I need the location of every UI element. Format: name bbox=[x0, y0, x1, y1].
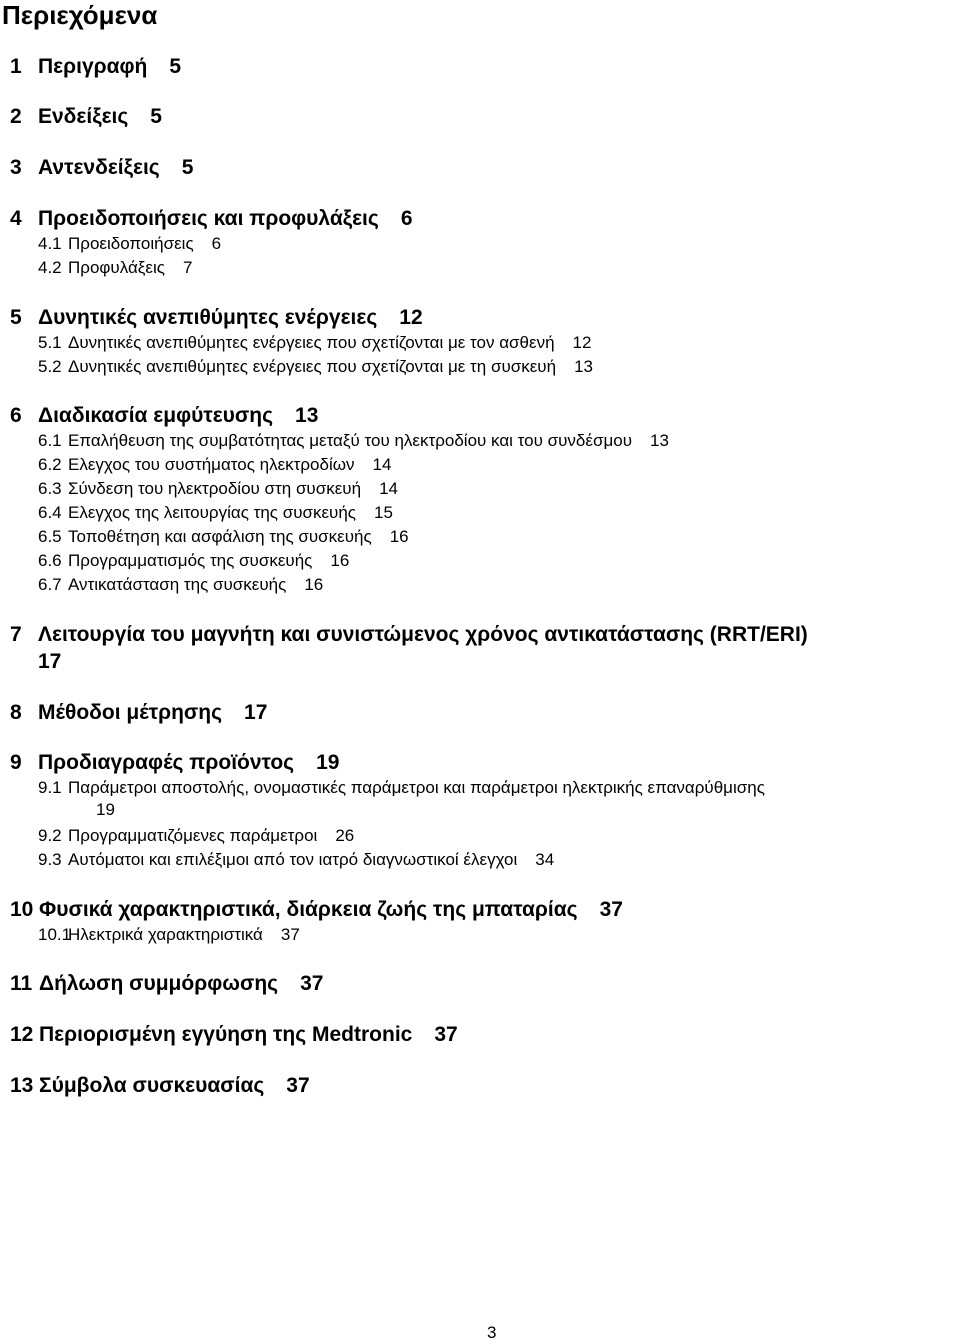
toc-entry-6-4[interactable] bbox=[10, 502, 955, 524]
toc-entry-label: Περιορισμένη εγγύηση της Medtronic bbox=[39, 1023, 413, 1046]
toc-entry-number: 6.2 bbox=[38, 455, 62, 474]
toc-entry-4-1[interactable] bbox=[10, 233, 955, 255]
toc-entry-5[interactable] bbox=[10, 304, 955, 331]
toc-entry-number: 9.2 bbox=[38, 826, 62, 845]
toc-entry-6-3[interactable] bbox=[10, 478, 955, 500]
toc-entry-12[interactable] bbox=[10, 1021, 955, 1048]
toc-entry-page: 37 bbox=[300, 972, 324, 995]
toc-entry-6-2[interactable] bbox=[10, 454, 955, 476]
toc-entry-page: 6 bbox=[211, 234, 222, 253]
toc-entry-6-5[interactable] bbox=[10, 526, 955, 548]
toc-entry-number: 11 bbox=[10, 972, 33, 995]
toc-entry-4-2[interactable] bbox=[10, 257, 955, 279]
toc-entry-number: 10 bbox=[10, 898, 34, 921]
toc-entry-page: 37 bbox=[599, 898, 623, 921]
toc-entry-label: Αντενδείξεις bbox=[38, 156, 160, 179]
toc-entry-page: 17 bbox=[244, 701, 268, 724]
page-title: Περιεχόμενα bbox=[2, 0, 158, 30]
toc-entry-page: 6 bbox=[400, 207, 413, 230]
toc-entry-label: Διαδικασία εμφύτευσης bbox=[38, 404, 274, 427]
toc-entry-label: Προειδοποιήσεις bbox=[68, 234, 194, 253]
toc-entry-number: 5.1 bbox=[38, 333, 62, 352]
toc-entry-page: 37 bbox=[280, 925, 300, 944]
toc-entry-6-7[interactable] bbox=[10, 574, 955, 596]
toc-entry-9-1[interactable] bbox=[10, 777, 955, 821]
toc-entry-number: 9.3 bbox=[38, 850, 62, 869]
toc-entry-label: Αυτόματοι και επιλέξιμοι από τον ιατρό διαγνωστικοί έλεγχοι bbox=[68, 850, 518, 869]
toc-entry-number: 4.2 bbox=[38, 258, 62, 277]
toc-entry-label: Ενδείξεις bbox=[38, 105, 129, 128]
toc-entry-label: Ελεγχος της λειτουργίας της συσκευής bbox=[68, 503, 357, 522]
toc-entry-page: 37 bbox=[286, 1074, 310, 1097]
toc-entry-label: Σύνδεση του ηλεκτροδίου στη συσκευή bbox=[68, 479, 362, 498]
toc-entry-page: 13 bbox=[574, 357, 593, 376]
toc-entry-5-1[interactable] bbox=[10, 332, 955, 354]
toc-entry-number: 4 bbox=[10, 207, 22, 230]
toc-entry-3[interactable] bbox=[10, 154, 955, 181]
toc-entry-number: 6 bbox=[10, 404, 22, 427]
toc-entry-9-2[interactable] bbox=[10, 825, 955, 847]
toc-entry-7[interactable] bbox=[10, 621, 955, 675]
toc-entry-label: Δήλωση συμμόρφωσης bbox=[39, 972, 279, 995]
toc-entry-number: 6.1 bbox=[38, 431, 62, 450]
toc-entry-page: 12 bbox=[572, 333, 592, 352]
toc-entry-number: 8 bbox=[10, 701, 22, 724]
toc-entry-page: 12 bbox=[399, 306, 423, 329]
toc-entry-page: 15 bbox=[374, 503, 393, 522]
toc-entry-5-2[interactable] bbox=[10, 356, 955, 378]
toc-entry-1[interactable] bbox=[10, 53, 955, 80]
toc-entry-9-3[interactable] bbox=[10, 849, 955, 871]
toc-entry-label: Προφυλάξεις bbox=[68, 258, 165, 277]
toc-entry-number: 4.1 bbox=[38, 234, 62, 253]
toc-entry-page: 37 bbox=[434, 1023, 458, 1046]
toc-entry-label: Μέθοδοι μέτρησης bbox=[38, 701, 223, 724]
toc-entry-label: Δυνητικές ανεπιθύμητες ενέργειες που σχετίζονται με τον ασθενή bbox=[68, 333, 555, 352]
toc-entry-label: Προγραμματισμός της συσκευής bbox=[68, 551, 313, 570]
toc-entry-page: 5 bbox=[169, 55, 182, 78]
toc-entry-page: 13 bbox=[295, 404, 319, 427]
toc-entry-13[interactable] bbox=[10, 1072, 955, 1099]
toc-entry-number: 6.3 bbox=[38, 479, 62, 498]
toc-entry-label: Δυνητικές ανεπιθύμητες ενέργειες που σχετίζονται με τη συσκευή bbox=[68, 357, 557, 376]
toc-entry-number: 2 bbox=[10, 105, 22, 128]
toc-entry-page: 17 bbox=[38, 650, 62, 673]
toc-entry-number: 6.7 bbox=[38, 575, 62, 594]
toc-entry-number: 13 bbox=[10, 1074, 34, 1097]
toc-entry-label: Ηλεκτρικά χαρακτηριστικά bbox=[68, 925, 263, 944]
toc-entry-9[interactable] bbox=[10, 749, 955, 776]
toc-entry-10[interactable] bbox=[10, 896, 955, 923]
toc-entry-page: 16 bbox=[330, 551, 350, 570]
toc-entry-number: 5 bbox=[10, 306, 22, 329]
toc-entry-label: Λειτουργία του μαγνήτη και συνιστώμενος χρόνος αντικατάστασης (RRT/ERI) bbox=[38, 623, 808, 646]
toc-entry-page: 26 bbox=[335, 826, 355, 845]
toc-entry-4[interactable] bbox=[10, 205, 955, 232]
toc-entry-label: Προδιαγραφές προϊόντος bbox=[38, 751, 295, 774]
toc-entry-number: 9 bbox=[10, 751, 22, 774]
toc-entry-number: 9.1 bbox=[38, 778, 62, 797]
toc-entry-label: Σύμβολα συσκευασίας bbox=[39, 1074, 265, 1097]
toc-entry-8[interactable] bbox=[10, 699, 955, 726]
toc-entry-6[interactable] bbox=[10, 402, 955, 429]
toc-entry-label: Ελεγχος του συστήματος ηλεκτροδίων bbox=[68, 455, 355, 474]
toc-entry-6-1[interactable] bbox=[10, 430, 955, 452]
toc-entry-label: Προειδοποιήσεις και προφυλάξεις bbox=[38, 207, 379, 230]
toc-entry-page: 19 bbox=[96, 800, 115, 819]
toc-entry-2[interactable] bbox=[10, 103, 955, 130]
toc-entry-number: 1 bbox=[10, 55, 22, 78]
toc-entry-number: 10.1 bbox=[38, 925, 72, 944]
toc-entry-label: Φυσικά χαρακτηριστικά, διάρκεια ζωής της μπαταρίας bbox=[39, 898, 578, 921]
toc-entry-6-6[interactable] bbox=[10, 550, 955, 572]
toc-entry-page: 14 bbox=[372, 455, 392, 474]
toc-entry-label: Αντικατάσταση της συσκευής bbox=[68, 575, 287, 594]
toc-entry-11[interactable] bbox=[10, 970, 955, 997]
toc-entry-page: 14 bbox=[379, 479, 398, 498]
toc-entry-label: Προγραμματιζόμενες παράμετροι bbox=[68, 826, 318, 845]
toc-entry-page: 34 bbox=[535, 850, 555, 869]
toc-entry-number: 7 bbox=[10, 623, 22, 646]
toc-entry-page: 7 bbox=[182, 258, 193, 277]
toc-entry-page: 13 bbox=[650, 431, 669, 450]
toc-entry-label: Δυνητικές ανεπιθύμητες ενέργειες bbox=[38, 306, 378, 329]
toc-entry-10-1[interactable] bbox=[10, 924, 955, 946]
toc-entry-number: 5.2 bbox=[38, 357, 62, 376]
toc-entry-label: Παράμετροι αποστολής, ονομαστικές παράμετροι και παράμετροι ηλεκτρικής επαναρύθμισης bbox=[68, 778, 765, 797]
toc-entry-page: 19 bbox=[316, 751, 340, 774]
toc-entry-label: Τοποθέτηση και ασφάλιση της συσκευής bbox=[68, 527, 372, 546]
page-number: 3 bbox=[487, 1323, 497, 1342]
toc-entry-number: 6.4 bbox=[38, 503, 62, 522]
toc-entry-number: 6.5 bbox=[38, 527, 62, 546]
toc-entry-number: 12 bbox=[10, 1023, 34, 1046]
toc-entry-page: 16 bbox=[389, 527, 409, 546]
toc-entry-page: 5 bbox=[150, 105, 162, 128]
toc-entry-number: 3 bbox=[10, 156, 22, 179]
toc-entry-page: 16 bbox=[304, 575, 324, 594]
toc-entry-label: Περιγραφή bbox=[38, 55, 148, 78]
toc-entry-page: 5 bbox=[181, 156, 194, 179]
toc-entry-label: Επαλήθευση της συμβατότητας μεταξύ του ηλεκτροδίου και του συνδέσμου bbox=[68, 431, 632, 450]
toc-entry-number: 6.6 bbox=[38, 551, 62, 570]
